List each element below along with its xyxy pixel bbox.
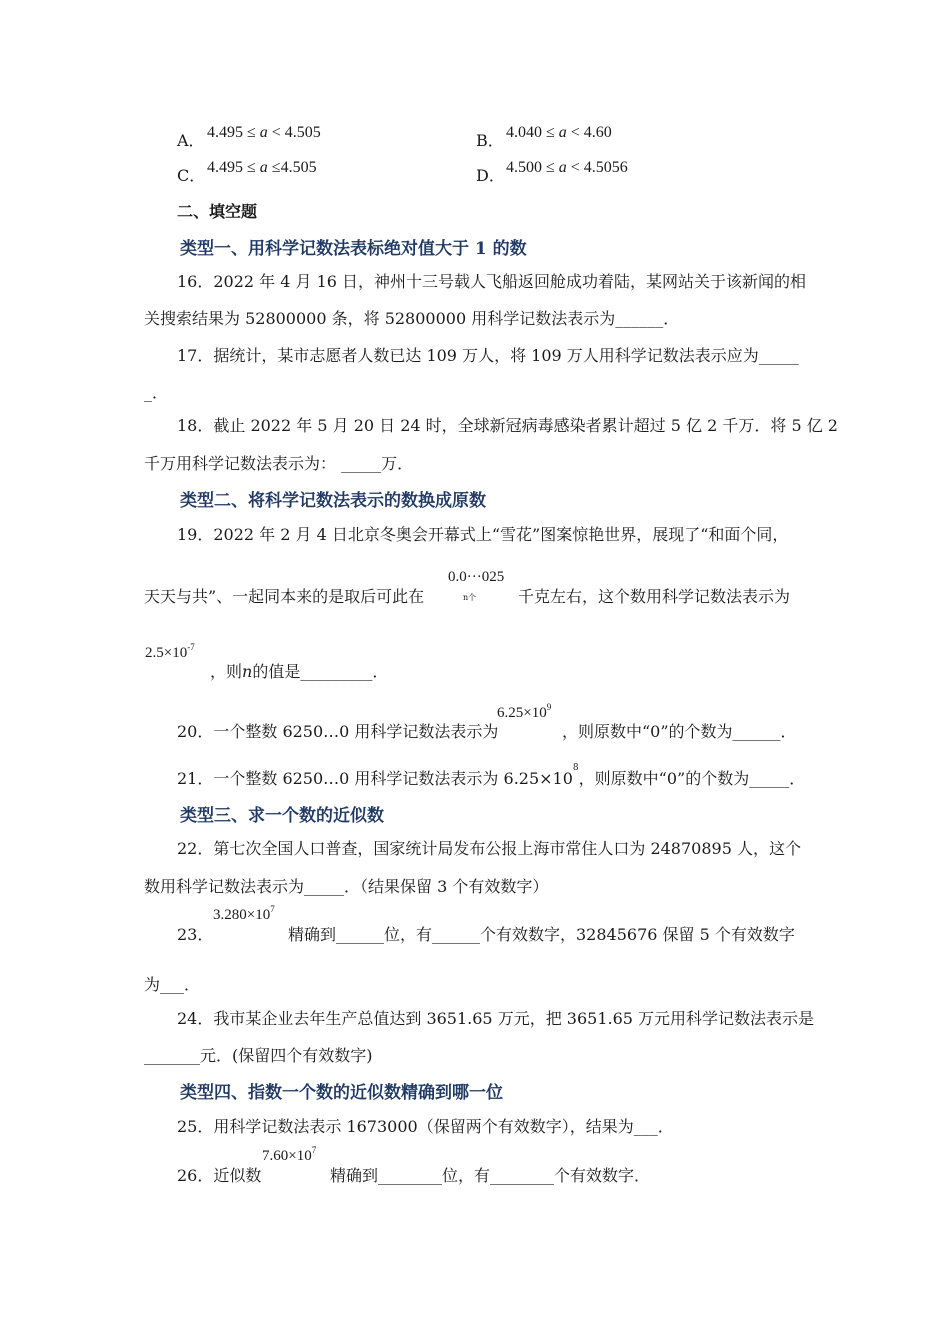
option-a-var: a (259, 124, 268, 141)
q22-line2: 数用科学记数法表示为_____．（结果保留 3 个有效数字） (144, 877, 549, 896)
q26-sci-exp: 7 (311, 1145, 317, 1155)
q16-line1: 16．2022 年 4 月 16 日，神州十三号载人飞船返回舱成功着陆，某网站关于该新闻的相 (177, 272, 807, 291)
option-d-upper: < 4.5056 (570, 159, 628, 176)
q23-sci-exp: 7 (270, 904, 275, 914)
option-c-label: C． (177, 166, 206, 185)
q24-line2: _______元．(保留四个有效数字) (144, 1046, 373, 1065)
option-c-expression (207, 159, 317, 177)
q24-line1: 24．我市某企业去年生产总值达到 3651.65 万元，把 3651.65 万元用科学记数法表示是 (177, 1009, 815, 1028)
q19-then: ，则 (210, 662, 243, 681)
q22-line1: 22．第七次全国人口普查，国家统计局发布公报上海市常住人口为 24870895 人，这个 (177, 839, 801, 858)
q18-line1: 18．截止 2022 年 5 月 20 日 24 时，全球新冠病毒感染者累计超过 5 亿 2 千万．将 5 亿 2 (177, 416, 838, 435)
q23-line2: 为___． (144, 975, 201, 994)
q19-sci-notation (145, 642, 195, 662)
option-c-var: a (259, 159, 268, 176)
option-c (177, 163, 205, 186)
option-d (476, 163, 505, 186)
q21-post: ，则原数中“0”的个数为_____． (578, 769, 806, 788)
option-c-lower: 4.495 ≤ (207, 159, 256, 176)
q23-sci-notation (213, 904, 275, 924)
q26-sci-notation (262, 1145, 317, 1165)
q19-sci-exp: -7 (187, 642, 195, 652)
option-d-label: D． (476, 166, 505, 185)
type3-heading: 类型三、求一个数的近似数 (180, 806, 384, 826)
q20-sci-base: 6.25×10 (497, 705, 547, 721)
q26-pre: 26．近似数 (177, 1166, 262, 1185)
option-b-label: B． (476, 131, 504, 150)
q18-line2: 千万用科学记数法表示为： _____万． (144, 454, 414, 473)
type2-heading: 类型二、将科学记数法表示的数换成原数 (180, 491, 486, 511)
option-b (476, 128, 504, 151)
q26-post: 精确到________位，有________个有效数字． (330, 1166, 651, 1185)
q17-line1: 17．据统计，某市志愿者人数已达 109 万人，将 109 万人用科学记数法表示应为_____ (177, 346, 799, 365)
q16-line2: 关搜索结果为 52800000 条，将 52800000 用科学记数法表示为______． (144, 309, 680, 328)
q20-pre: 20．一个整数 6250…0 用科学记数法表示为 (177, 722, 499, 741)
q19-line2-post: 千克左右，这个数用科学记数法表示为 (518, 587, 791, 606)
q20-post: ，则原数中“0”的个数为______． (562, 722, 797, 741)
option-d-lower: 4.500 ≤ (506, 159, 555, 176)
q21-exp: 8 (572, 763, 579, 773)
q20-sci-notation (497, 702, 552, 722)
q19-line2-pre: 天天与共”、一起同本来的是取后可此在 (144, 587, 425, 606)
q19-n-count-label: n个 (463, 593, 477, 602)
q25-line1: 25．用科学记数法表示 1673000（保留两个有效数字），结果为___． (177, 1117, 674, 1136)
type1-heading: 类型一、用科学记数法表标绝对值大于 1 的数 (180, 239, 527, 259)
q21-pre: 21．一个整数 6250…0 用科学记数法表示为 6.25×10 (177, 769, 573, 788)
option-c-upper: ≤4.505 (271, 159, 317, 176)
option-a-expression (207, 124, 321, 142)
q19-var-n: n (242, 662, 253, 681)
q23-post: 精确到______位，有______个有效数字，32845676 保留 5 个有效数字 (288, 925, 795, 944)
q23-sci-base: 3.280×10 (213, 907, 271, 923)
option-d-var: a (558, 159, 567, 176)
option-b-lower: 4.040 ≤ (506, 124, 555, 141)
q19-line3 (210, 659, 388, 682)
option-a-label: A． (177, 131, 205, 150)
section-title: 二、填空题 (177, 202, 258, 221)
type4-heading: 类型四、指数一个数的近似数精确到哪一位 (180, 1083, 503, 1103)
option-b-expression (506, 124, 612, 142)
option-a-upper: < 4.505 (271, 124, 321, 141)
option-a-lower: 4.495 ≤ (207, 124, 256, 141)
q21-line (177, 763, 806, 789)
q23-num: 23． (177, 925, 214, 944)
q19-line1: 19．2022 年 2 月 4 日北京冬奥会开幕式上“雪花”图案惊艳世界，展现了“和面个同， (177, 525, 789, 544)
q19-small-number: 0.0···025 (448, 569, 505, 585)
option-b-var: a (558, 124, 567, 141)
q20-sci-exp: 9 (546, 702, 552, 712)
q19-sci-base: 2.5×10 (145, 645, 188, 661)
q19-line3-post: 的值是_________． (252, 662, 389, 681)
q17-line2: _． (144, 383, 169, 402)
option-b-upper: < 4.60 (570, 124, 612, 141)
q26-sci-base: 7.60×10 (262, 1148, 312, 1164)
option-a (177, 128, 205, 151)
option-d-expression (506, 159, 628, 177)
